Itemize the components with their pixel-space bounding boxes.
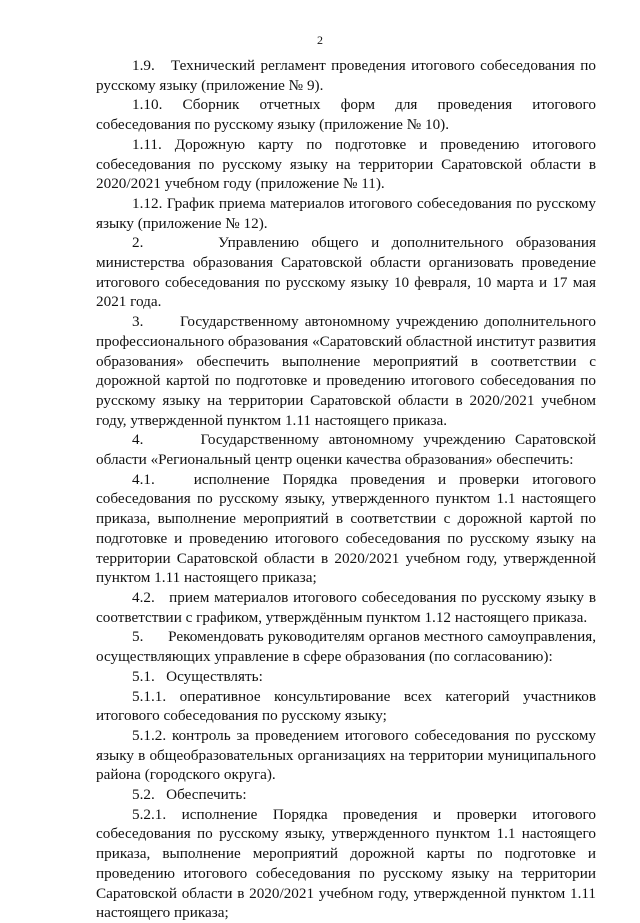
page-number: 2: [317, 33, 323, 47]
paragraph-4-1: 4.1. исполнение Порядка проведения и проверки итогового собеседования по русскому языку, утвержденного пунктом 1.1 настоящего приказа, выполнение мероприятий в соответствии с дорожной картой по подготовке и проведению итогового собеседования по русскому языку на территории Саратовской области в 2020/2021 учебном году, утвержденной пунктом 1.11 настоящего приказа;: [96, 470, 596, 587]
document-body: [96, 56, 596, 923]
paragraph-3: 3. Государственному автономному учреждению дополнительного профессионального образования «Саратовский областной институт развития образования» обеспечить выполнение мероприятий в соответствии с дорожной картой по подготовке и проведению итогового собеседования по русскому языку на территории Саратовской области в 2020/2021 учебном году, утвержденной пунктом 1.11 настоящего приказа.: [96, 313, 596, 429]
paragraph-5-1: 5.1. Осуществлять:: [132, 667, 263, 685]
paragraph-1-12: 1.12. График приема материалов итогового собеседования по русскому языку (приложение № 12).: [96, 194, 596, 232]
paragraph-5-1-1: 5.1.1. оперативное консультирование всех категорий участников итогового собеседования по русскому языку;: [96, 687, 596, 725]
paragraph-2: 2. Управлению общего и дополнительного образования министерства образования Саратовской области организовать проведение итогового собеседования по русскому языку 10 февраля, 10 марта и 17 мая 2021 года.: [96, 234, 596, 311]
paragraph-1-11: 1.11. Дорожную карту по подготовке и проведению итогового собеседования по русскому языку на территории Саратовской области в 2020/2021 учебном году (приложение № 11).: [96, 135, 596, 193]
paragraph-5-2: 5.2. Обеспечить:: [132, 786, 247, 804]
paragraph-5-2-1: 5.2.1. исполнение Порядка проведения и проверки итогового собеседования по русскому языку, утвержденного пунктом 1.1 настоящего приказа, выполнение мероприятий дорожной карты по подготовке и проведению итогового собеседования по русскому языку на территории Саратовской области в 2020/2021 учебном году, утвержденной пунктом 1.11 настоящего приказа;: [96, 805, 596, 922]
paragraph-4-2: 4.2. прием материалов итогового собеседования по русскому языку в соответствии с графиком, утверждённым пунктом 1.12 настоящего приказа.: [96, 588, 596, 626]
paragraph-5: 5. Рекомендовать руководителям органов местного самоуправления, осуществляющих управление в сфере образования (по согласованию):: [96, 628, 596, 666]
paragraph-4: 4. Государственному автономному учреждению Саратовской области «Региональный центр оценки качества образования» обеспечить:: [96, 431, 596, 469]
paragraph-1-10: 1.10. Сборник отчетных форм для проведения итогового собеседования по русскому языку (приложение № 10).: [96, 96, 596, 134]
paragraph-1-9: 1.9. Технический регламент проведения итогового собеседования по русскому языку (приложение № 9).: [96, 57, 596, 94]
paragraph-5-1-2: 5.1.2. контроль за проведением итогового собеседования по русскому языку в общеобразовательных организациях на территории муниципального района (городского округа).: [96, 726, 596, 784]
